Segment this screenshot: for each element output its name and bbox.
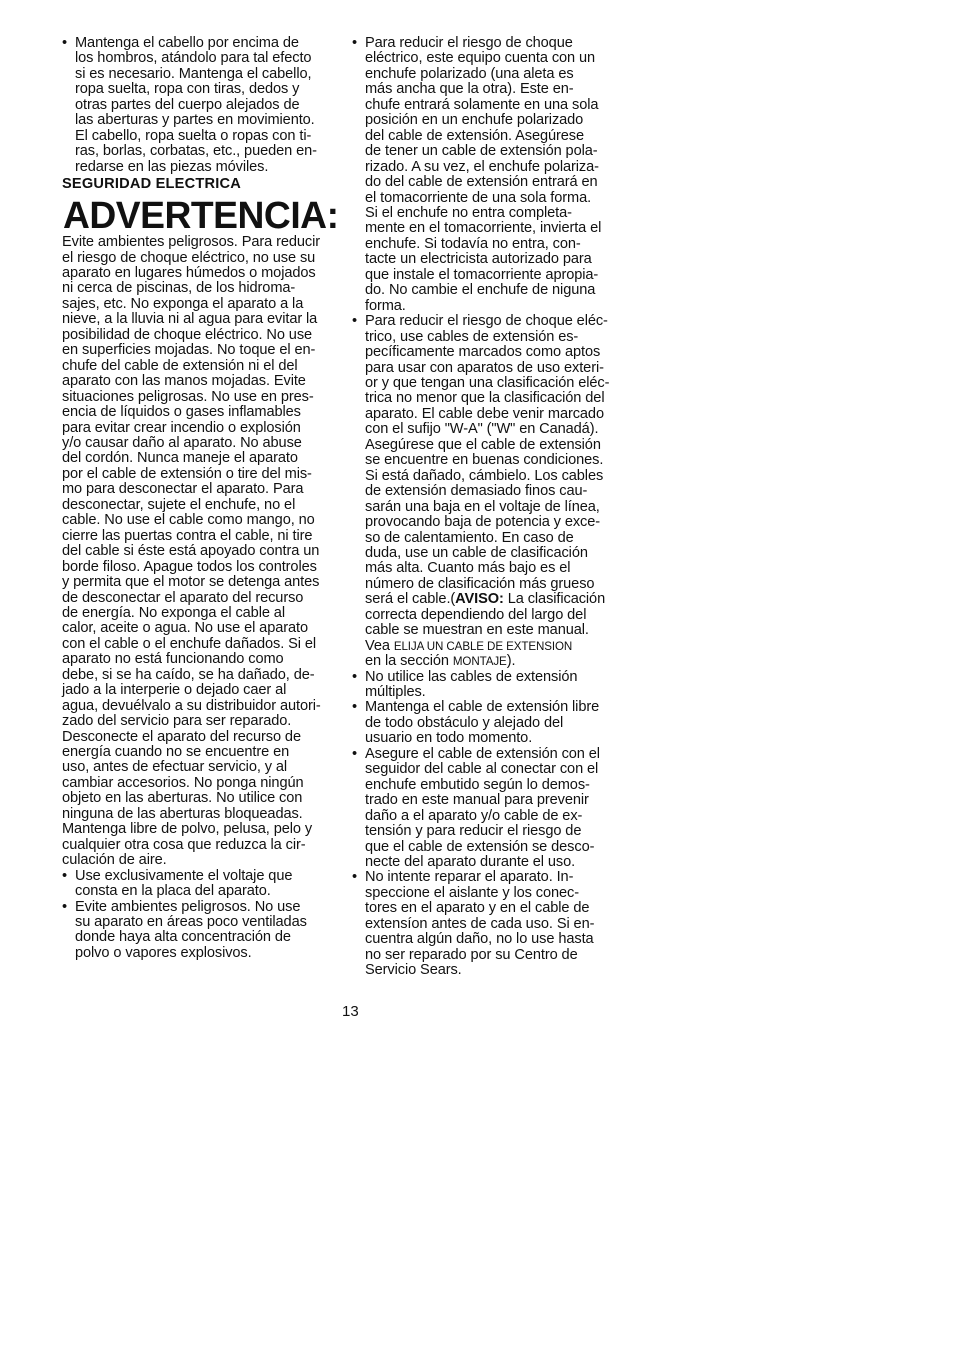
bullet-voltage: [62, 869, 334, 900]
text-line: duda, use un cable de clasificación: [365, 544, 588, 561]
text-line: debe, si se ha caído, se ha dañado, de-: [62, 666, 315, 683]
text-line: con el cable o el enchufe dañados. Si el: [62, 635, 317, 652]
text-line: forma.: [365, 297, 406, 314]
text-line: rizado. A su vez, el enchufe polariza-: [365, 158, 599, 175]
text-line: pecíficamente marcados como aptos: [365, 344, 601, 361]
text-line: ras, borlas, corbatas, etc., pueden en-: [75, 143, 317, 160]
bullet-hair: [62, 36, 334, 175]
text-line: • Use exclusivamente el voltaje que: [75, 867, 293, 884]
text-line: • Evite ambientes peligrosos. No use: [75, 898, 301, 915]
text-line: uso, antes de efectuar servicio, y al: [62, 759, 288, 776]
text-line: redarse en las piezas móviles.: [75, 158, 269, 175]
text-line: El cabello, ropa suelta o ropas con ti-: [75, 127, 312, 144]
text-line: extensíon antes de cada uso. Si en-: [365, 915, 595, 932]
text-line: encia de líquidos o gases inflamables: [62, 404, 301, 421]
text-line: donde haya alta concentración de: [75, 929, 291, 946]
text-line: daño a el aparato y/o cable de ex-: [365, 807, 583, 824]
text-line: que instale el tomacorriente apropia-: [365, 266, 599, 283]
text-line: de desconectar el aparato del recurso: [62, 589, 304, 606]
text-line: con el sufijo "W-A" ("W" en Canadá).: [365, 421, 599, 438]
text-line: los hombros, atándolo para tal efecto: [75, 50, 312, 67]
text-line: trica no menor que la clasificación del: [365, 390, 605, 407]
text-line: y permita que el motor se detenga antes: [62, 574, 320, 591]
text-line: más alta. Cuanto más bajo es el: [365, 560, 571, 577]
text-line: Si está dañado, cámbielo. Los cables: [365, 467, 604, 484]
text-line: sajes, etc. No exponga el aparato a la: [62, 295, 304, 312]
text-line: agua, devuélvalo a su distribuidor autori-: [62, 697, 321, 714]
text-line: desconectar, sujete el enchufe, no el: [62, 496, 296, 513]
text-line: mente en el tomacorriente, invierta el: [365, 220, 602, 237]
text-line: consta en la placa del aparato.: [75, 883, 271, 900]
reference-line: Vea ELIJA UN CABLE DE EXTENSION: [365, 637, 573, 654]
section-reference: ELIJA UN CABLE DE EXTENSION: [393, 639, 573, 653]
text-line: de tener un cable de extensión pola-: [365, 143, 598, 160]
bullet-extension-cables: [352, 314, 628, 669]
text-line: usuario en todo momento.: [365, 730, 533, 747]
text-line: para usar con aparatos de uso exteri-: [365, 359, 604, 376]
warning-text: [62, 235, 334, 869]
text-line: el riesgo de choque eléctrico, no use su: [62, 249, 316, 266]
text-line: borde filoso. Apague todos los controles: [62, 558, 317, 575]
text-line: tacte un electricista autorizado para: [365, 251, 592, 268]
text-line: Evite ambientes peligrosos. Para reducir: [62, 234, 321, 251]
section-heading: SEGURIDAD ELECTRICA: [62, 176, 241, 193]
text-line: eléctrico, este equipo cuenta con un: [365, 50, 596, 67]
text-line: • Asegure el cable de extensión con el: [365, 745, 600, 762]
text-line: se encuentre en buenas condiciones.: [365, 452, 604, 469]
text-line: mo para desconectar el aparato. Para: [62, 481, 304, 498]
text-line: número de clasificación más grueso: [365, 575, 595, 592]
text-line: calor, aceite o agua. No use el aparato: [62, 620, 308, 637]
text-line: • Mantenga el cabello por encima de: [75, 35, 299, 51]
text-line: más ancha que la otra). Este en-: [365, 81, 574, 98]
text-line: • Para reducir el riesgo de choque: [365, 35, 573, 51]
aviso-label: AVISO:: [455, 591, 504, 608]
text-line: por el cable de extensión o tire del mis-: [62, 465, 312, 482]
notice-line: cable se muestran en este manual.: [365, 622, 589, 639]
bullet-polarized-plug: [352, 36, 628, 314]
text-line: • Para reducir el riesgo de choque eléc-: [365, 313, 608, 330]
text-line: cambiar accesorios. No ponga ningún: [62, 774, 304, 791]
text-line: objeto en las aberturas. No utilice con: [62, 790, 303, 807]
text-line: enchufe embutido según lo demos-: [365, 776, 590, 793]
text-line: • Mantenga el cable de extensión libre: [365, 699, 600, 716]
left-column: [62, 35, 339, 961]
text-line: Desconecte el aparato del recurso de: [62, 728, 301, 745]
montaje-reference: MONTAJE: [452, 655, 507, 669]
notice-line: correcta dependiendo del largo del: [365, 606, 587, 623]
text-line: enchufe. Si todavía no entra, con-: [365, 235, 581, 252]
page-number: 13: [342, 1003, 359, 1020]
text-line: • No utilice las cables de extensión: [365, 668, 578, 685]
text-line: trado en este manual para prevenir: [365, 792, 589, 809]
bullet-multiple-cables: [352, 670, 628, 701]
text-line: aparato con las manos mojadas. Evite: [62, 373, 306, 390]
text-line: no ser reparado por su Centro de: [365, 946, 578, 963]
text-line: zado del servicio para ser reparado.: [62, 713, 292, 730]
text-line: que el cable de extensión se desco-: [365, 838, 595, 855]
text-line: cuentra algún daño, no lo use hasta: [365, 931, 594, 948]
bullet-secure-cable: [352, 747, 628, 871]
text-line: tensión y para reducir el riesgo de: [365, 823, 582, 840]
text-line: de extensión demasiado finos cau-: [365, 483, 588, 500]
text-line: so de calentamiento. En caso de: [365, 529, 574, 546]
text-line: ni cerca de piscinas, de los hidroma-: [62, 280, 296, 297]
text-line: enchufe polarizado (una aleta es: [365, 65, 574, 82]
text-line: situaciones peligrosas. No use en pres-: [62, 388, 314, 405]
text-line: aparato. El cable debe venir marcado: [365, 405, 604, 422]
reference-line: en la sección MONTAJE).: [365, 653, 516, 670]
text-line: Si el enchufe no entra completa-: [365, 204, 572, 221]
notice-line: será el cable.(AVISO: La clasificación: [365, 591, 606, 608]
text-line: chufe entrará solamente en una sola: [365, 96, 599, 113]
text-line: jado a la interperie o dejado caer al: [62, 682, 287, 699]
text-line: do del cable de extensión entrará en: [365, 174, 598, 191]
text-line: provocando baja de potencia y exce-: [365, 514, 601, 531]
right-column: [352, 36, 628, 979]
text-line: ninguna de las aberturas bloqueadas.: [62, 805, 303, 822]
text-line: aparato en lugares húmedos o mojados: [62, 264, 316, 281]
text-line: posibilidad de choque eléctrico. No use: [62, 326, 313, 343]
text-line: Servicio Sears.: [365, 962, 462, 979]
text-line: y/o causar daño al aparato. No abuse: [62, 434, 302, 451]
text-line: do. No cambie el enchufe de niguna: [365, 282, 596, 299]
warning-label: ADVERTENCIA:: [63, 195, 339, 238]
text-line: del cable si éste está apoyado contra un: [62, 543, 320, 560]
text-line: del cordón. Nunca maneje el aparato: [62, 450, 298, 467]
text-line: las aberturas y partes en movimiento.: [75, 112, 315, 129]
bullet-clear-obstacles: [352, 700, 628, 746]
text-line: necte del aparato durante el uso.: [365, 854, 576, 871]
text-line: • No intente reparar el aparato. In-: [365, 869, 574, 886]
text-line: si es necesario. Mantenga el cabello,: [75, 65, 312, 82]
text-line: cierre las puertas contra el cable, ni tire: [62, 527, 313, 544]
text-line: trico, use cables de extensión es-: [365, 328, 579, 345]
text-line: en superficies mojadas. No toque el en-: [62, 342, 316, 359]
bullet-do-not-repair: [352, 870, 628, 978]
text-line: para evitar crear incendio o explosión: [62, 419, 301, 436]
text-line: su aparato en áreas poco ventiladas: [75, 914, 307, 931]
text-line: múltiples.: [365, 684, 426, 701]
text-line: polvo o vapores explosivos.: [75, 944, 252, 961]
text-line: tores en el aparato y en el cable de: [365, 900, 590, 917]
text-line: aparato no está funcionando como: [62, 651, 284, 668]
text-line: sarán una baja en el voltaje de línea,: [365, 498, 600, 515]
bullet-ventilation: [62, 900, 334, 962]
text-line: culación de aire.: [62, 852, 167, 869]
text-line: del cable de extensión. Asegúrese: [365, 127, 585, 144]
text-line: chufe del cable de extensión ni el del: [62, 357, 298, 374]
text-line: speccione el aislante y los conec-: [365, 884, 580, 901]
text-line: nieve, a la lluvia ni al agua para evitar la: [62, 311, 318, 328]
text-line: de todo obstáculo y alejado del: [365, 714, 564, 731]
text-line: seguidor del cable al conectar con el: [365, 761, 599, 778]
extension-cables-text: [365, 314, 628, 592]
text-line: cualquier otra cosa que reduzca la cir-: [62, 836, 306, 853]
text-line: de energía. No exponga el cable al: [62, 604, 285, 621]
text-line: Asegúrese que el cable de extensión: [365, 436, 601, 453]
text-line: el tomacorriente de una sola forma.: [365, 189, 592, 206]
text-line: Mantenga libre de polvo, pelusa, pelo y: [62, 821, 313, 838]
warning-heading: [62, 193, 339, 238]
text-line: or y que tengan una clasificación eléc-: [365, 374, 610, 391]
text-line: posición en un enchufe polarizado: [365, 112, 584, 129]
text-line: ropa suelta, ropa con tiras, dedos y: [75, 81, 300, 98]
text-line: cable. No use el cable como mango, no: [62, 512, 315, 529]
text-line: energía cuando no se encuentre en: [62, 744, 290, 761]
text-line: otras partes del cuerpo alejados de: [75, 96, 300, 113]
